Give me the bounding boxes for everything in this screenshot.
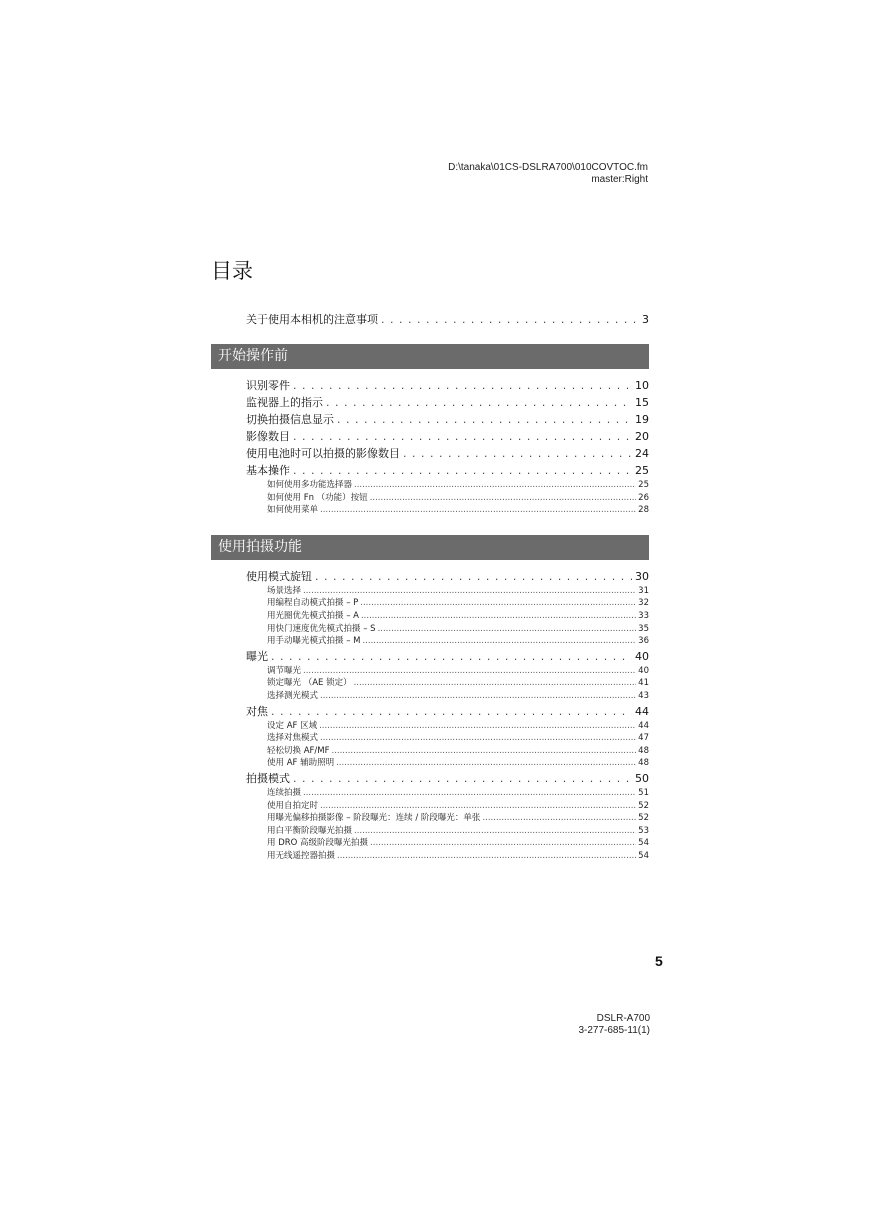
toc-entry-page: 20 [635, 430, 649, 443]
toc-entry-label: 使用模式旋钮 [246, 569, 312, 583]
toc-subentry[interactable] [211, 677, 649, 690]
toc-subentry-label: 设定 AF 区域 [267, 720, 318, 731]
toc-subentry-page: 52 [638, 813, 649, 824]
toc-subentry-label: 如何使用 Fn （功能）按钮 [267, 492, 368, 503]
dot-leader [381, 311, 639, 328]
toc-entry-label: 拍摄模式 [246, 771, 290, 785]
section-heading: 使用拍摄功能 [211, 535, 649, 560]
toc-subentry-label: 使用自拍定时 [267, 800, 319, 811]
dot-leader [271, 703, 632, 720]
toc-entry[interactable] [211, 770, 649, 787]
toc-subentry[interactable] [211, 837, 649, 850]
toc-subentry[interactable] [211, 850, 649, 863]
toc-entry-label: 识别零件 [246, 379, 290, 392]
dot-leader [303, 787, 636, 800]
toc-subentry-label: 用快门速度优先模式拍摄 – S [267, 623, 376, 634]
model-name: DSLR-A700 [596, 1013, 650, 1024]
toc-subentry-label: 用曝光偏移拍摄影像 – 阶段曝光：连续 / 阶段曝光：单张 [267, 813, 481, 824]
toc-subentry[interactable] [211, 787, 649, 800]
toc-entry-page: 50 [635, 771, 649, 785]
toc-subentry[interactable] [211, 757, 649, 770]
dot-leader [293, 462, 632, 479]
dot-leader [293, 428, 632, 445]
toc-subentry[interactable] [211, 825, 649, 838]
toc-entry-label: 切换拍摄信息显示 [246, 413, 334, 426]
page-title: 目录 [211, 259, 253, 283]
dot-leader [326, 394, 632, 411]
toc-subentry-label: 用 DRO 高级阶段曝光拍摄 [267, 838, 369, 849]
toc-subentry-label: 用光圈优先模式拍摄 – A [267, 610, 359, 621]
toc-entry-label: 关于使用本相机的注意事项 [246, 313, 378, 326]
toc-subentry-label: 锁定曝光 （AE 锁定） [267, 678, 352, 689]
toc-subentry-label: 调节曝光 [267, 665, 302, 676]
toc-subentry[interactable] [211, 745, 649, 758]
toc-subentry-page: 31 [638, 585, 649, 596]
toc-entry-page: 19 [635, 413, 649, 426]
toc-subentry[interactable] [211, 623, 649, 636]
toc-subentry-label: 选择测光模式 [267, 690, 319, 701]
toc-subentry-label: 使用 AF 辅助照明 [267, 758, 335, 769]
toc-subentry-label: 用白平衡阶段曝光拍摄 [267, 825, 353, 836]
dot-leader [403, 445, 632, 462]
file-path: D:\tanaka\01CS-DSLRA700\010COVTOC.fm [448, 162, 648, 173]
toc-entry-label: 使用电池时可以拍摄的影像数目 [246, 447, 400, 460]
toc-entry-page: 44 [635, 704, 649, 718]
toc-subentry[interactable] [211, 800, 649, 813]
toc-subentry[interactable] [211, 492, 649, 505]
toc-subentry-page: 52 [638, 800, 649, 811]
toc-entry[interactable] [211, 703, 649, 720]
toc-subentry-label: 用手动曝光模式拍摄 – M [267, 636, 361, 647]
toc-subentry[interactable] [211, 812, 649, 825]
dot-leader [363, 635, 637, 648]
toc-subentry-page: 26 [638, 492, 649, 503]
toc-entry-label: 对焦 [246, 704, 268, 718]
dot-leader [293, 770, 632, 787]
toc-subentry-page: 48 [638, 758, 649, 769]
toc-entry-label: 基本操作 [246, 464, 290, 477]
toc-subentry[interactable] [211, 585, 649, 598]
dot-leader [337, 411, 632, 428]
toc-subentry-page: 28 [638, 505, 649, 516]
toc-subentry-page: 47 [638, 733, 649, 744]
toc-subentry[interactable] [211, 720, 649, 733]
document-header [448, 162, 648, 186]
toc-entry[interactable] [211, 394, 649, 411]
toc-entry-page: 15 [635, 396, 649, 409]
toc-entry-page: 10 [635, 379, 649, 392]
toc-entry[interactable] [211, 462, 649, 479]
dot-leader [315, 568, 632, 585]
toc-subentry-page: 48 [638, 745, 649, 756]
toc-subentry[interactable] [211, 610, 649, 623]
toc-entry[interactable] [211, 428, 649, 445]
toc-entry-page: 40 [635, 649, 649, 663]
toc-subentry-page: 53 [638, 825, 649, 836]
toc-entry-label: 影像数目 [246, 430, 290, 443]
dot-leader [319, 720, 636, 733]
toc-subentry-label: 轻松切换 AF/MF [267, 745, 330, 756]
dot-leader [354, 825, 636, 838]
dot-leader [370, 492, 636, 505]
master-page-label: master:Right [591, 174, 648, 185]
dot-leader [303, 585, 636, 598]
dot-leader [361, 610, 636, 623]
table-of-contents [211, 311, 649, 862]
toc-subentry-label: 连续拍摄 [267, 787, 302, 798]
toc-subentry-page: 40 [638, 665, 649, 676]
toc-subentry-page: 43 [638, 690, 649, 701]
toc-subentry[interactable] [211, 635, 649, 648]
dot-leader [320, 732, 636, 745]
toc-entry[interactable] [211, 648, 649, 665]
toc-subentry-page: 36 [638, 636, 649, 647]
toc-subentry-page: 32 [638, 598, 649, 609]
toc-subentry-page: 41 [638, 678, 649, 689]
toc-entry[interactable] [211, 445, 649, 462]
document-footer [578, 1013, 650, 1037]
dot-leader [336, 757, 636, 770]
dot-leader [354, 479, 636, 492]
toc-subentry-label: 选择对焦模式 [267, 733, 319, 744]
toc-subentry-label: 用编程自动模式拍摄 – P [267, 598, 359, 609]
dot-leader [337, 850, 636, 863]
toc-subentry-label: 用无线遥控器拍摄 [267, 850, 336, 861]
dot-leader [293, 377, 632, 394]
toc-subentry-page: 35 [638, 623, 649, 634]
toc-sections [211, 344, 649, 862]
toc-subentry-page: 33 [638, 610, 649, 621]
dot-leader [332, 745, 637, 758]
dot-leader [354, 677, 637, 690]
toc-subentry[interactable] [211, 665, 649, 678]
dot-leader [482, 812, 636, 825]
toc-subentry-label: 场景选择 [267, 585, 302, 596]
toc-subentry[interactable] [211, 690, 649, 703]
toc-subentry-page: 51 [638, 787, 649, 798]
toc-subentry-label: 如何使用多功能选择器 [267, 480, 353, 490]
toc-subentry[interactable] [211, 597, 649, 610]
dot-leader [378, 623, 637, 636]
toc-subentry[interactable] [211, 504, 649, 517]
dot-leader [320, 800, 636, 813]
dot-leader [320, 690, 636, 703]
dot-leader [320, 504, 636, 517]
toc-entry[interactable] [211, 568, 649, 585]
toc-entry[interactable] [211, 411, 649, 428]
toc-entry-label: 曝光 [246, 649, 268, 663]
toc-entry-page: 24 [635, 447, 649, 460]
toc-subentry[interactable] [211, 732, 649, 745]
dot-leader [370, 837, 636, 850]
toc-entry[interactable] [211, 311, 649, 328]
toc-subentry-label: 如何使用菜单 [267, 505, 319, 516]
toc-subentry-page: 54 [638, 850, 649, 861]
toc-subentry[interactable] [211, 479, 649, 492]
toc-entry[interactable] [211, 377, 649, 394]
toc-entry-page: 3 [642, 313, 649, 326]
page-number: 5 [655, 953, 663, 969]
toc-subentry-page: 25 [638, 480, 649, 490]
toc-entry-page: 25 [635, 464, 649, 477]
document-code: 3-277-685-11(1) [578, 1025, 650, 1036]
toc-entry-page: 30 [635, 569, 649, 583]
toc-subentry-page: 54 [638, 838, 649, 849]
dot-leader [360, 597, 636, 610]
section-heading: 开始操作前 [211, 344, 649, 369]
dot-leader [303, 665, 636, 678]
toc-subentry-page: 44 [638, 720, 649, 731]
dot-leader [271, 648, 632, 665]
toc-entry-label: 监视器上的指示 [246, 396, 323, 409]
